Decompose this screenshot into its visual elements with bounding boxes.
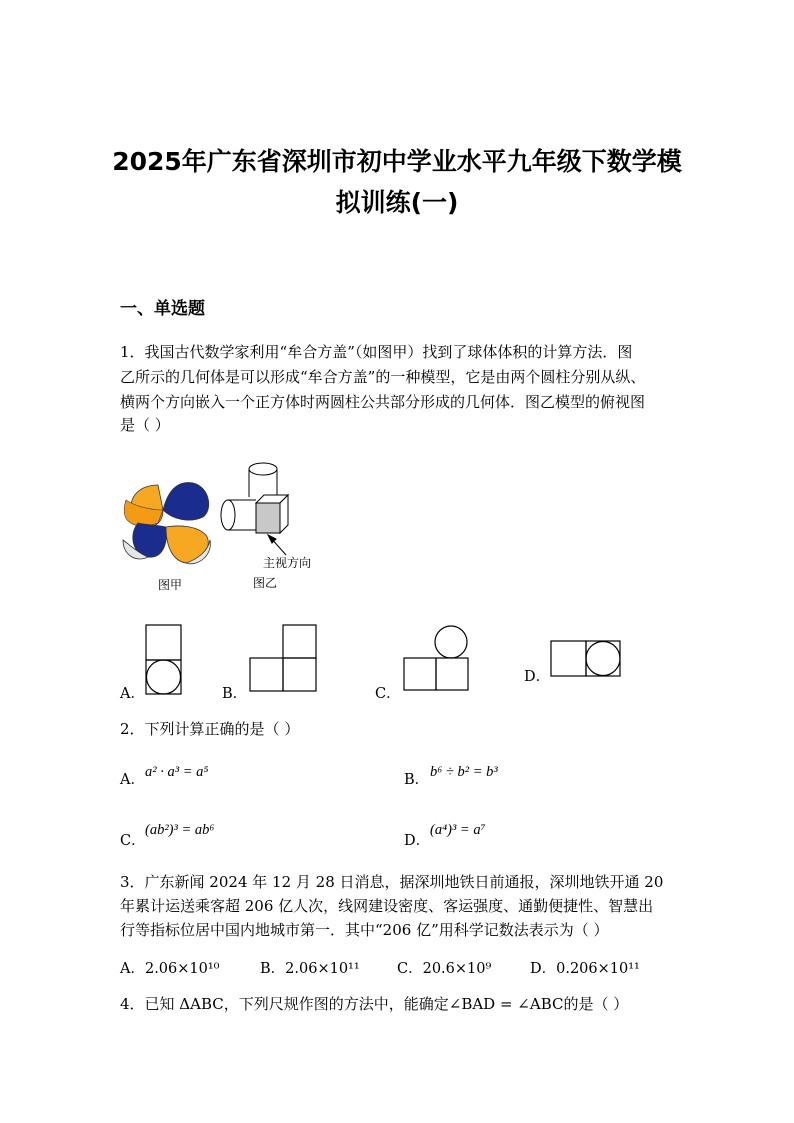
fig-yi-label: 图乙 — [253, 576, 278, 590]
q2-option-b-expr[interactable]: b⁶ ÷ b² = b³ — [430, 764, 498, 780]
q4-stem: 4．已知 ΔABC，下列尺规作图的方法中，能确定∠BAD = ∠ABC的是（ ） — [120, 995, 629, 1013]
fig-jia-label: 图甲 — [158, 578, 183, 592]
q1-option-a-label[interactable]: A． — [120, 686, 145, 702]
q1-option-c-figure[interactable] — [402, 624, 470, 694]
q2-option-d-label[interactable]: D． — [404, 833, 431, 849]
q1-option-d-figure[interactable] — [550, 640, 622, 678]
q1-option-c-label[interactable]: C． — [375, 686, 401, 702]
q3-option-c[interactable]: C．20.6×10⁹ — [397, 961, 492, 977]
q1-text-line1: 1．我国古代数学家利用“牟合方盖”（如图甲）找到了球体体积的计算方法．图 — [120, 343, 633, 361]
arrow-label: 主视方向 — [263, 556, 312, 570]
q2-option-d-expr[interactable]: (a⁴)³ = a⁷ — [430, 822, 486, 838]
q1-option-d-label[interactable]: D． — [524, 669, 551, 685]
q3-option-d[interactable]: D．0.206×10¹¹ — [530, 961, 640, 977]
q2-option-c-label[interactable]: C． — [120, 833, 146, 849]
q3-option-b[interactable]: B．2.06×10¹¹ — [260, 961, 360, 977]
q2-option-a-label[interactable]: A． — [120, 772, 145, 788]
q3-option-a[interactable]: A．2.06×10¹⁰ — [120, 961, 220, 977]
q1-figure — [118, 455, 338, 600]
page-title-line2: 拟训练(一) — [335, 188, 459, 217]
q2-stem: 2．下列计算正确的是（ ） — [120, 720, 300, 738]
q1-text-line2: 乙所示的几何体是可以形成“牟合方盖”的一种模型，它是由两个圆柱分别从纵、 — [120, 368, 646, 386]
q1-option-b-label[interactable]: B． — [222, 686, 248, 702]
q1-option-a-figure[interactable] — [145, 624, 183, 696]
cube-cylinder-figure — [221, 463, 288, 555]
section-heading: 一、单选题 — [120, 299, 205, 319]
page-title-line1: 2025年广东省深圳市初中学业水平九年级下数学模 — [112, 147, 682, 176]
q2-option-c-expr[interactable]: (ab²)³ = ab⁶ — [145, 822, 215, 838]
q1-text-line3: 横两个方向嵌入一个正方体时两圆柱公共部分形成的几何体．图乙模型的俯视图 — [120, 393, 646, 411]
q1-option-b-figure[interactable] — [249, 624, 319, 696]
q1-text-line4: 是（ ） — [120, 416, 170, 434]
q2-option-a-expr[interactable]: a² · a³ = a⁵ — [145, 764, 209, 780]
q2-option-b-label[interactable]: B． — [404, 772, 430, 788]
q3-text-line2: 年累计运送乘客超 206 亿人次，线网建设密度、客运强度、通勤便捷性、智慧出 — [120, 897, 654, 915]
q3-text-line1: 3．广东新闻 2024 年 12 月 28 日消息，据深圳地铁日前通报，深圳地铁开通 20 — [120, 873, 664, 891]
q3-text-line3: 行等指标位居中国内地城市第一．其中“206 亿”用科学记数法表示为（ ） — [120, 921, 609, 939]
mouhe-fanggai-figure — [123, 482, 210, 563]
